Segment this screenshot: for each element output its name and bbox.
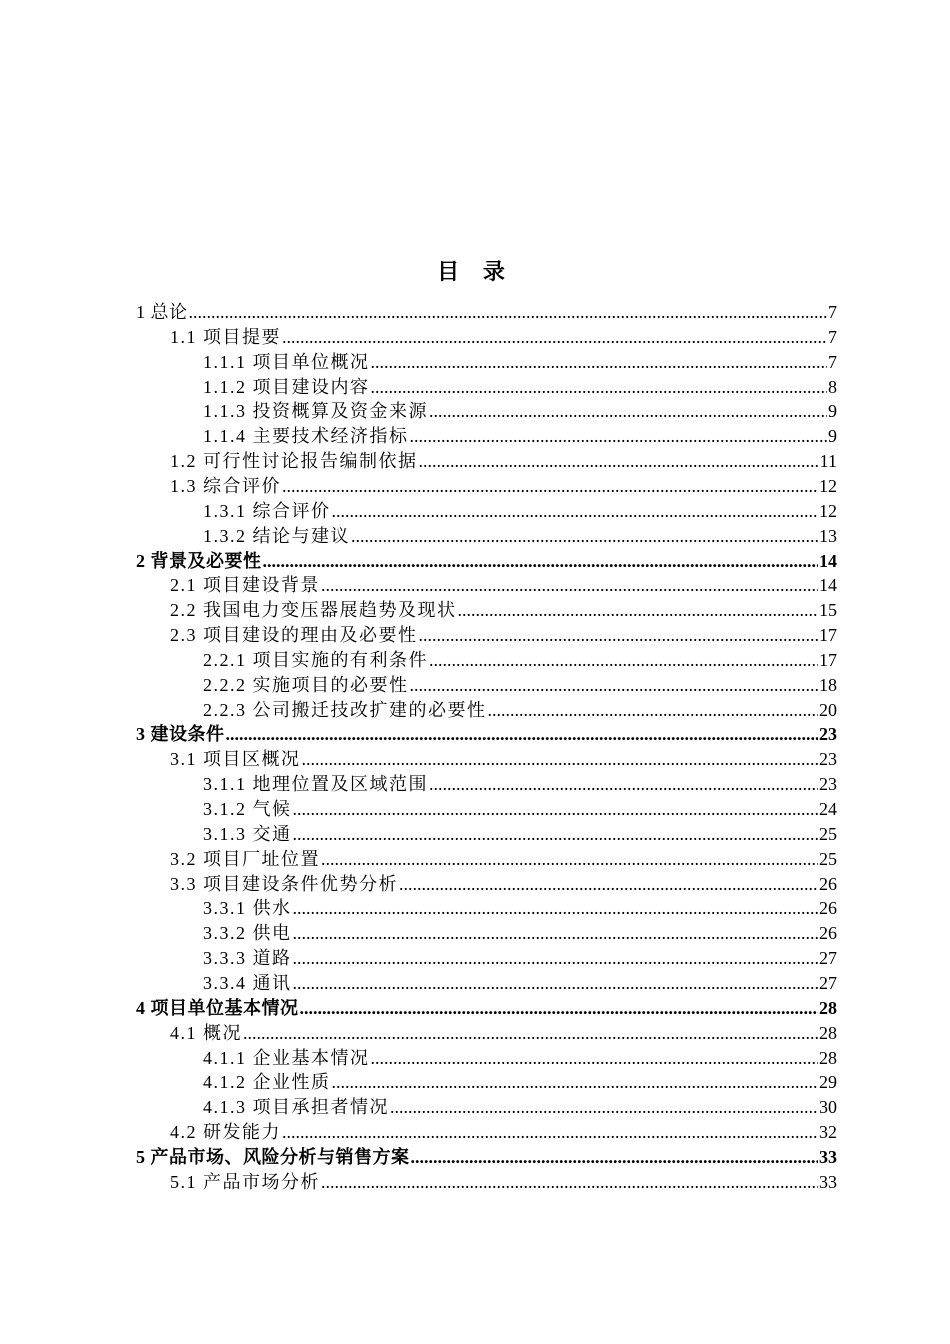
toc-entry-page-number: 11 bbox=[819, 451, 837, 472]
toc-entry-level-2[interactable] bbox=[170, 1019, 837, 1044]
toc-entry-label: 4.2 研发能力 bbox=[170, 1122, 281, 1143]
toc-entry-label: 1.3 综合评价 bbox=[170, 475, 281, 496]
toc-leader-dots bbox=[399, 873, 818, 895]
toc-leader-dots bbox=[488, 699, 819, 721]
toc-entry-label: 2 背景及必要性 bbox=[136, 550, 262, 571]
toc-entry-page-number: 29 bbox=[819, 1072, 837, 1093]
toc-entry-page-number: 12 bbox=[819, 475, 837, 496]
toc-entry-page-number: 33 bbox=[819, 1146, 837, 1167]
toc-entry-label: 4 项目单位基本情况 bbox=[136, 997, 299, 1018]
toc-entry-label: 5.1 产品市场分析 bbox=[170, 1171, 320, 1192]
toc-entry-page-number: 17 bbox=[819, 649, 837, 670]
toc-entry-page-number: 25 bbox=[819, 848, 837, 869]
toc-entry-page-number: 9 bbox=[828, 401, 837, 422]
toc-entry-page-number: 27 bbox=[819, 972, 837, 993]
toc-entry-level-2[interactable] bbox=[170, 323, 837, 348]
toc-entry-label: 4.1.3 项目承担者情况 bbox=[203, 1097, 389, 1118]
toc-entry-label: 2.2 我国电力变压器展趋势及现状 bbox=[170, 600, 457, 621]
toc-entry-label: 3.3 项目建设条件优势分析 bbox=[170, 873, 398, 894]
toc-leader-dots bbox=[410, 425, 828, 447]
toc-entry-label: 1.2 可行性讨论报告编制依据 bbox=[170, 451, 418, 472]
toc-leader-dots bbox=[293, 922, 819, 944]
toc-entry-level-2[interactable] bbox=[170, 870, 837, 895]
toc-leader-dots bbox=[419, 450, 819, 472]
toc-entry-level-2[interactable] bbox=[170, 1168, 837, 1193]
toc-leader-dots bbox=[282, 326, 827, 348]
toc-leader-dots bbox=[332, 1071, 819, 1093]
toc-entry-level-1[interactable] bbox=[136, 720, 837, 745]
toc-entry-level-2[interactable] bbox=[170, 447, 837, 472]
toc-leader-dots bbox=[282, 1121, 818, 1143]
toc-entry-level-3[interactable] bbox=[203, 894, 837, 919]
toc-entry-page-number: 12 bbox=[819, 500, 837, 521]
toc-entry-page-number: 7 bbox=[828, 351, 837, 372]
toc-entry-page-number: 27 bbox=[819, 948, 837, 969]
toc-entry-level-3[interactable] bbox=[203, 1068, 837, 1093]
toc-entry-level-2[interactable] bbox=[170, 1118, 837, 1143]
toc-entry-label: 2.1 项目建设背景 bbox=[170, 575, 320, 596]
toc-entry-level-3[interactable] bbox=[203, 397, 837, 422]
toc-entry-level-2[interactable] bbox=[170, 845, 837, 870]
toc-leader-dots bbox=[293, 972, 819, 994]
toc-leader-dots bbox=[293, 897, 819, 919]
toc-entry-page-number: 28 bbox=[819, 1022, 837, 1043]
toc-entry-page-number: 18 bbox=[819, 674, 837, 695]
toc-entry-page-number: 13 bbox=[819, 525, 837, 546]
toc-leader-dots bbox=[293, 823, 819, 845]
toc-entry-page-number: 23 bbox=[819, 749, 837, 770]
toc-entry-page-number: 26 bbox=[819, 923, 837, 944]
toc-entry-level-3[interactable] bbox=[203, 1093, 837, 1118]
toc-leader-dots bbox=[293, 947, 819, 969]
toc-entry-label: 2.2.2 实施项目的必要性 bbox=[203, 674, 409, 695]
toc-leader-dots bbox=[351, 525, 818, 547]
toc-entry-page-number: 9 bbox=[828, 426, 837, 447]
toc-leader-dots bbox=[410, 674, 819, 696]
toc-entry-level-3[interactable] bbox=[203, 770, 837, 795]
toc-entry-label: 4.1.1 企业基本情况 bbox=[203, 1047, 370, 1068]
toc-entry-page-number: 33 bbox=[819, 1171, 837, 1192]
toc-entry-level-3[interactable] bbox=[203, 348, 837, 373]
toc-entry-level-1[interactable] bbox=[136, 994, 837, 1019]
toc-entry-page-number: 23 bbox=[819, 774, 837, 795]
toc-entry-level-3[interactable] bbox=[203, 696, 837, 721]
toc-entry-page-number: 30 bbox=[819, 1097, 837, 1118]
toc-entry-level-2[interactable] bbox=[170, 472, 837, 497]
toc-entry-label: 3.1 项目区概况 bbox=[170, 749, 301, 770]
toc-entry-page-number: 24 bbox=[819, 799, 837, 819]
toc-entry-level-2[interactable] bbox=[170, 621, 837, 646]
toc-entry-label: 3.3.3 道路 bbox=[203, 948, 292, 969]
toc-entry-page-number: 15 bbox=[819, 600, 837, 621]
toc-entry-level-3[interactable] bbox=[203, 1044, 837, 1069]
toc-leader-dots bbox=[321, 574, 818, 596]
toc-entry-level-3[interactable] bbox=[203, 795, 837, 820]
toc-entry-level-3[interactable] bbox=[203, 373, 837, 398]
toc-entry-label: 3.3.1 供水 bbox=[203, 898, 292, 919]
toc-entry-label: 1.1.2 项目建设内容 bbox=[203, 376, 370, 397]
toc-leader-dots bbox=[411, 1146, 819, 1168]
toc-leader-dots bbox=[429, 773, 818, 795]
toc-entry-page-number: 7 bbox=[828, 326, 837, 347]
toc-leader-dots bbox=[371, 1047, 819, 1069]
toc-leader-dots bbox=[371, 351, 828, 373]
toc-leader-dots bbox=[458, 599, 819, 621]
toc-leader-dots bbox=[243, 1022, 818, 1044]
toc-entry-level-2[interactable] bbox=[170, 571, 837, 596]
toc-entry-level-1[interactable] bbox=[136, 1143, 837, 1168]
toc-entry-label: 4.1 概况 bbox=[170, 1022, 242, 1043]
toc-leader-dots bbox=[302, 748, 819, 770]
toc-entry-page-number: 20 bbox=[819, 699, 837, 720]
toc-entry-level-3[interactable] bbox=[203, 646, 837, 671]
toc-entry-label: 1.3.2 结论与建议 bbox=[203, 525, 350, 546]
toc-entry-page-number: 32 bbox=[819, 1122, 837, 1143]
toc-leader-dots bbox=[321, 1171, 818, 1193]
toc-entry-label: 5 产品市场、风险分析与销售方案 bbox=[136, 1146, 410, 1167]
toc-entry-label: 1.1.3 投资概算及资金来源 bbox=[203, 401, 428, 422]
toc-entry-label: 3.1.2 气候 bbox=[203, 799, 292, 819]
toc-entry-label: 1 总论 bbox=[136, 302, 188, 322]
toc-entry-level-3[interactable] bbox=[203, 422, 837, 447]
toc-leader-dots bbox=[429, 649, 818, 671]
toc-entry-label: 2.2.1 项目实施的有利条件 bbox=[203, 649, 428, 670]
toc-entry-label: 4.1.2 企业性质 bbox=[203, 1072, 331, 1093]
toc-entry-level-1[interactable] bbox=[136, 547, 837, 572]
toc-entry-page-number: 7 bbox=[828, 302, 837, 322]
toc-leader-dots bbox=[263, 550, 819, 572]
toc-leader-dots bbox=[419, 624, 819, 646]
toc-entry-label: 3.3.2 供电 bbox=[203, 923, 292, 944]
toc-entry-level-3[interactable] bbox=[203, 969, 837, 994]
toc-entry-label: 2.2.3 公司搬迁技改扩建的必要性 bbox=[203, 699, 487, 720]
toc-entry-label: 3 建设条件 bbox=[136, 724, 225, 745]
toc-leader-dots bbox=[390, 1096, 818, 1118]
toc-leader-dots bbox=[332, 500, 819, 522]
toc-entry-level-3[interactable] bbox=[203, 522, 837, 547]
toc-entry-label: 3.1.3 交通 bbox=[203, 823, 292, 844]
toc-entry-level-3[interactable] bbox=[203, 820, 837, 845]
toc-entry-level-3[interactable] bbox=[203, 919, 837, 944]
toc-leader-dots bbox=[226, 723, 819, 745]
toc-entry-label: 1.3.1 综合评价 bbox=[203, 500, 331, 521]
toc-leader-dots bbox=[293, 798, 819, 820]
toc-leader-dots bbox=[321, 848, 818, 870]
toc-entry-page-number: 28 bbox=[819, 997, 837, 1018]
toc-entry-level-3[interactable] bbox=[203, 671, 837, 696]
toc-entry-label: 1.1.1 项目单位概况 bbox=[203, 351, 370, 372]
toc-title: 目 录 bbox=[437, 260, 513, 285]
toc-entry-page-number: 17 bbox=[819, 625, 837, 646]
toc-entry-page-number: 28 bbox=[819, 1047, 837, 1068]
toc-entry-level-1[interactable] bbox=[136, 298, 837, 323]
toc-leader-dots bbox=[429, 400, 827, 422]
toc-entry-page-number: 8 bbox=[828, 376, 837, 397]
toc-entry-level-2[interactable] bbox=[170, 745, 837, 770]
toc-entry-label: 3.2 项目厂址位置 bbox=[170, 848, 320, 869]
toc-leader-dots bbox=[300, 997, 819, 1019]
toc-entry-page-number: 14 bbox=[819, 550, 837, 571]
toc-entry-label: 2.3 项目建设的理由及必要性 bbox=[170, 625, 418, 646]
toc-entry-label: 3.3.4 通讯 bbox=[203, 972, 292, 993]
toc-entry-page-number: 25 bbox=[819, 823, 837, 844]
toc-entry-label: 3.1.1 地理位置及区域范围 bbox=[203, 774, 428, 795]
toc-entry-label: 1.1 项目提要 bbox=[170, 326, 281, 347]
toc-leader-dots bbox=[371, 376, 828, 398]
toc-entry-page-number: 23 bbox=[819, 724, 837, 745]
toc-leader-dots bbox=[189, 301, 828, 323]
toc-entry-level-2[interactable] bbox=[170, 596, 837, 621]
toc-entry-level-3[interactable] bbox=[203, 944, 837, 969]
toc-leader-dots bbox=[282, 475, 818, 497]
toc-entry-page-number: 14 bbox=[819, 575, 837, 596]
toc-entry-label: 1.1.4 主要技术经济指标 bbox=[203, 426, 409, 447]
toc-entry-page-number: 26 bbox=[819, 873, 837, 894]
toc-entry-page-number: 26 bbox=[819, 898, 837, 919]
toc-entry-level-3[interactable] bbox=[203, 497, 837, 522]
